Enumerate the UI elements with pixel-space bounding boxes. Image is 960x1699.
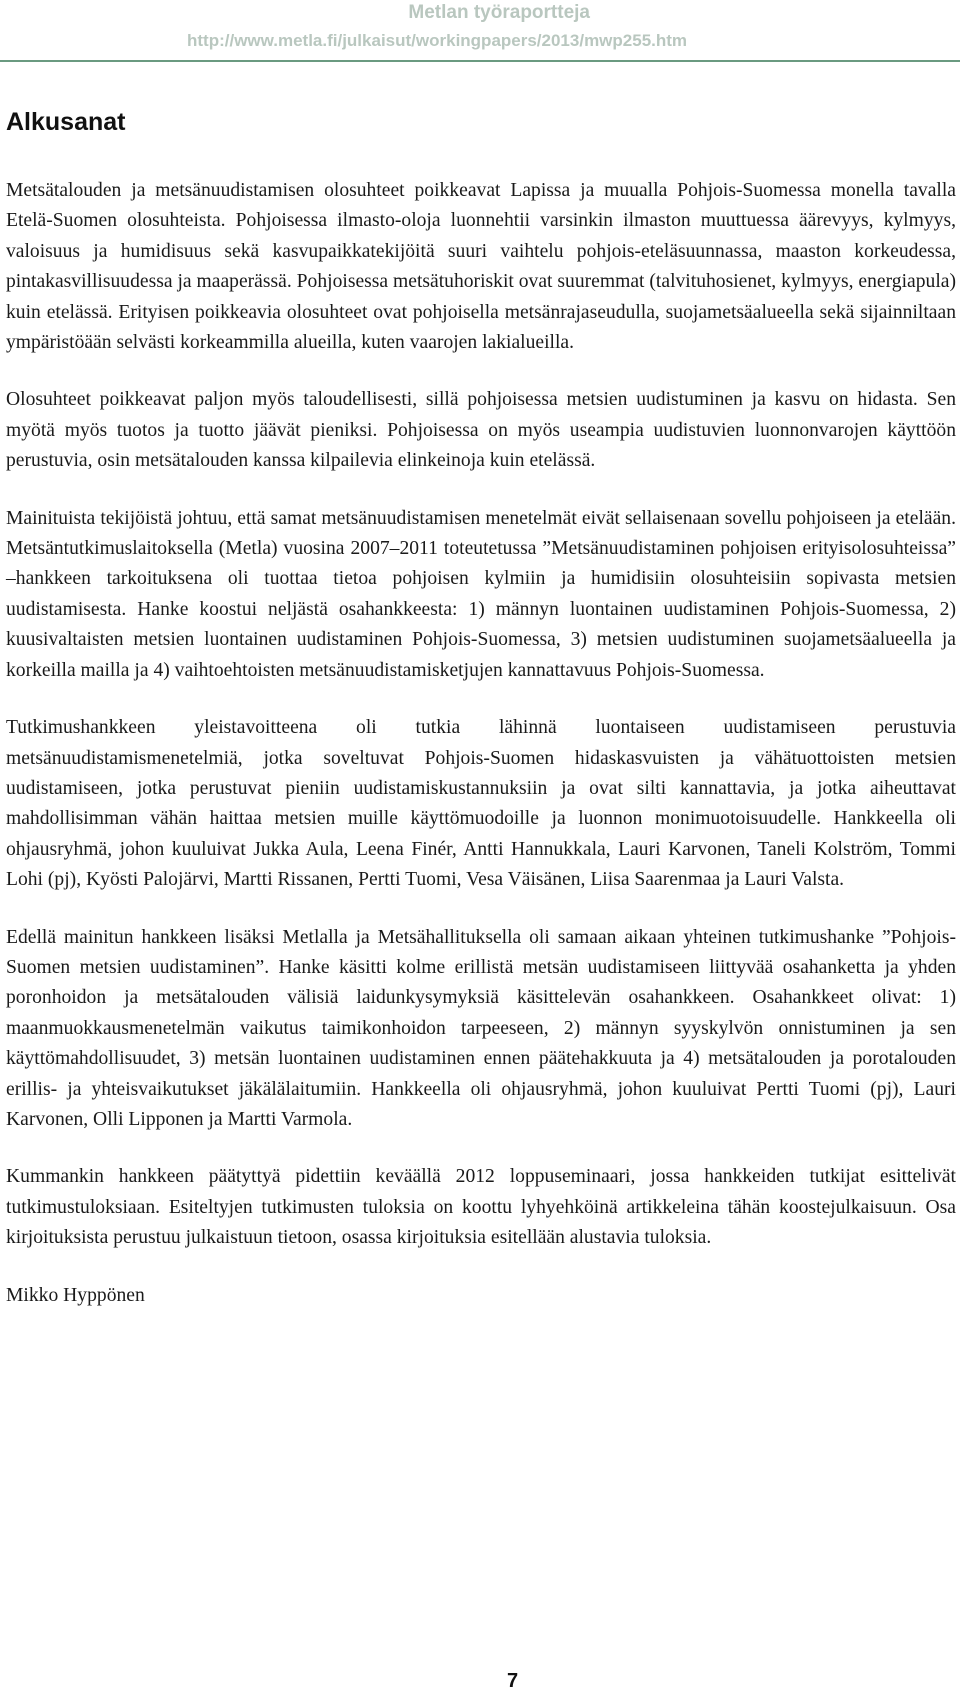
series-title: Metlan työraportteja: [408, 2, 590, 23]
document-body: [6, 176, 956, 1311]
header-divider: [0, 60, 960, 62]
paragraph-3: Mainituista tekijöistä johtuu, että samat metsänuudistamisen menetelmät eivät sellaisenaan sovellu pohjoiseen ja etelään. Metsäntutkimuslaitoksella (Metla) vuosina 2007–2011 toteutetussa ”Metsänuudistaminen pohjoisen erityisolosuhteissa” –hankkeen tarkoituksena oli tuottaa tietoa pohjoisen kylmiin ja humidisiin olosuhteisiin sopivasta metsien uudistamisesta. Hanke koostui neljästä osahankkeesta: 1) männyn luontainen uudistaminen Pohjois-Suomessa, 2) kuusivaltaisten metsien luontainen uudistaminen Pohjois-Suomessa, 3) metsien uudistuminen suojametsäalueella ja korkeilla mailla ja 4) vaihtoehtoisten metsänuudistamisketjujen kannattavuus Pohjois-Suomessa.: [6, 507, 956, 681]
author-signature: Mikko Hyppönen: [6, 1284, 145, 1306]
paragraph-5: Edellä mainitun hankkeen lisäksi Metlalla ja Metsähallituksella oli samaan aikaan yhteinen tutkimushanke ”Pohjois-Suomen metsien uudistaminen”. Hanke käsitti kolme erillistä metsän uudistamiseen liittyvää osahanketta ja yhden poronhoidon ja metsätalouden välisiä laidunkysymyksiä käsittelevän osahankkeen. Osahankkeet olivat: 1) maanmuokkausmenetelmän vaikutus taimikonhoidon tarpeeseen, 2) männyn syyskylvön onnistuminen ja sen käyttömahdollisuudet, 3) metsän luontainen uudistaminen ennen päätehakkuuta ja 4) metsätalouden ja porotalouden erillis- ja yhteisvaikutukset jäkälälaitumiin. Hankkeella oli ohjausryhmä, johon kuuluivat Pertti Tuomi (pj), Lauri Karvonen, Olli Lipponen ja Martti Varmola.: [6, 926, 956, 1130]
page-header: [0, 0, 960, 62]
paragraph-1: Metsätalouden ja metsänuudistamisen olosuhteet poikkeavat Lapissa ja muualla Pohjois-Suomessa monella tavalla Etelä-Suomen olosuhteista. Pohjoisessa ilmasto-oloja luonnehtii varsinkin ilmaston muuttuessa äärevyys, kylmyys, valoisuus ja humidisuus sekä kasvupaikkatekijöitä suuri vaihtelu pohjois-eteläsuunnassa, maaston korkeudessa, pintakasvillisuudessa ja maaperässä. Pohjoisessa metsätuhoriskit ovat suuremmat (talvituhosienet, kylmyys, energiapula) kuin etelässä. Erityisen poikkeavia olosuhteet ovat pohjoisella metsänrajaseudulla, suojametsäalueella sekä sijainniltaan ympäristöään selvästi korkeammilla alueilla, kuten vaarojen lakialueilla.: [6, 180, 956, 354]
publication-url[interactable]: http://www.metla.fi/julkaisut/workingpapers/2013/mwp255.htm: [187, 31, 688, 50]
paragraph-6: Kummankin hankkeen päätyttyä pidettiin keväällä 2012 loppuseminaari, jossa hankkeiden tutkijat esittelivät tutkimustuloksiaan. Esiteltyjen tutkimusten tuloksia on koottu lyhyehköinä artikkeleina tähän koostejulkaisuun. Osa kirjoituksista perustuu julkaistuun tietoon, osassa kirjoituksia esitellään alustavia tuloksia.: [6, 1166, 956, 1249]
paragraph-4: Tutkimushankkeen yleistavoitteena oli tutkia lähinnä luontaiseen uudistamiseen perustuvia metsänuudistamismenetelmiä, jotka soveltuvat Pohjois-Suomen hidaskasvuisten ja vähätuottoisten metsien uudistamiseen, jotka perustuvat pieniin uudistamiskustannuksiin ja ovat silti kannattavia, ja jotka aiheuttavat mahdollisimman vähän haittaa metsien muille käyttömuodoille ja luonnon monimuotoisuudelle. Hankkeella oli ohjausryhmä, johon kuuluivat Jukka Aula, Leena Finér, Antti Hannukkala, Lauri Karvonen, Taneli Kolström, Tommi Lohi (pj), Kyösti Palojärvi, Martti Rissanen, Pertti Tuomi, Vesa Väisänen, Liisa Saarenmaa ja Lauri Valsta.: [6, 717, 956, 891]
section-title: Alkusanat: [6, 108, 126, 136]
paragraph-2: Olosuhteet poikkeavat paljon myös taloudellisesti, sillä pohjoisessa metsien uudistuminen ja kasvu on hidasta. Sen myötä myös tuotos ja tuotto jäävät pieniksi. Pohjoisessa on myös useampia uudistuvien luonnonvarojen käyttöön perustuvia, osin metsätalouden kanssa kilpailevia elinkeinoja kuin etelässä.: [6, 389, 956, 472]
page-number: 7: [506, 1670, 519, 1692]
